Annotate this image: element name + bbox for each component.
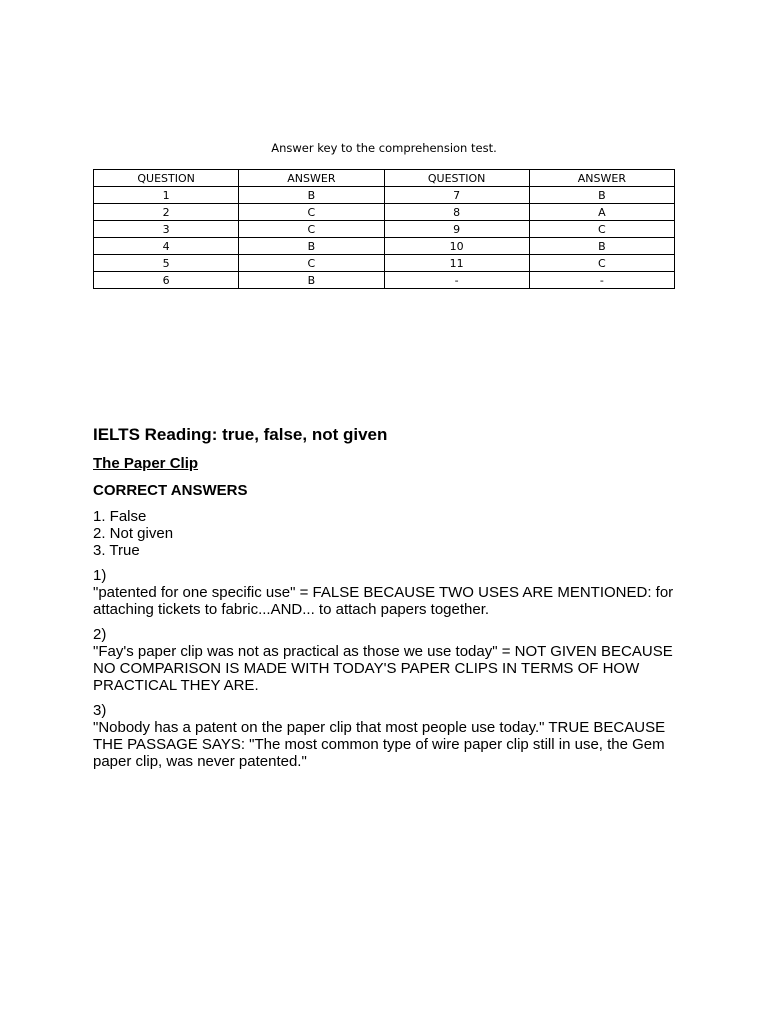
table-cell: B xyxy=(529,187,674,204)
table-row xyxy=(94,204,675,221)
explanation-number: 1) xyxy=(93,567,107,584)
explanation-text: "patented for one specific use" = FALSE BECAUSE TWO USES ARE MENTIONED: for attaching tickets to fabric...AND... to attach papers together. xyxy=(93,584,674,618)
table-cell: 10 xyxy=(384,238,529,255)
table-cell: - xyxy=(529,272,674,289)
explanation-3 xyxy=(93,702,683,770)
table-cell: A xyxy=(529,204,674,221)
explanation-text: "Fay's paper clip was not as practical as those we use today" = NOT GIVEN BECAUSE NO COMPARISON IS MADE WITH TODAY'S PAPER CLIPS IN TERMS OF HOW PRACTICAL THEY ARE. xyxy=(93,643,673,694)
table-cell: C xyxy=(529,221,674,238)
answer-key-table xyxy=(93,169,675,289)
explanation-2 xyxy=(93,626,683,694)
table-cell: 2 xyxy=(94,204,239,221)
list-item: 2. Not given xyxy=(93,525,174,542)
table-cell: - xyxy=(384,272,529,289)
answers-list xyxy=(93,508,683,559)
header-question-1: QUESTION xyxy=(94,170,239,187)
header-question-2: QUESTION xyxy=(384,170,529,187)
explanation-number: 3) xyxy=(93,702,107,719)
ielts-title: IELTS Reading: true, false, not given xyxy=(93,425,388,444)
table-cell: C xyxy=(239,204,384,221)
table-cell: 1 xyxy=(94,187,239,204)
ielts-subtitle: The Paper Clip xyxy=(93,455,199,472)
table-cell: 6 xyxy=(94,272,239,289)
explanation-1 xyxy=(93,567,683,618)
table-cell: 7 xyxy=(384,187,529,204)
table-row xyxy=(94,272,675,289)
table-row xyxy=(94,221,675,238)
table-cell: C xyxy=(239,255,384,272)
table-row xyxy=(94,238,675,255)
table-cell: 4 xyxy=(94,238,239,255)
list-item: 3. True xyxy=(93,542,140,559)
table-row xyxy=(94,187,675,204)
table-cell: C xyxy=(529,255,674,272)
explanation-text: "Nobody has a patent on the paper clip that most people use today." TRUE BECAUSE THE PASSAGE SAYS: "The most common type of wire paper clip still in use, the Gem paper clip, was never patented." xyxy=(93,719,666,770)
table-caption: Answer key to the comprehension test. xyxy=(271,141,497,155)
table-cell: B xyxy=(529,238,674,255)
answers-heading: CORRECT ANSWERS xyxy=(93,482,248,499)
table-row xyxy=(94,255,675,272)
header-answer-2: ANSWER xyxy=(529,170,674,187)
explanation-number: 2) xyxy=(93,626,107,643)
ielts-section xyxy=(93,424,683,778)
table-cell: 11 xyxy=(384,255,529,272)
table-cell: B xyxy=(239,187,384,204)
header-answer-1: ANSWER xyxy=(239,170,384,187)
table-cell: 3 xyxy=(94,221,239,238)
table-header-row xyxy=(94,170,675,187)
table-cell: B xyxy=(239,238,384,255)
table-cell: C xyxy=(239,221,384,238)
list-item: 1. False xyxy=(93,508,147,525)
table-cell: 8 xyxy=(384,204,529,221)
table-cell: B xyxy=(239,272,384,289)
table-cell: 9 xyxy=(384,221,529,238)
table-cell: 5 xyxy=(94,255,239,272)
